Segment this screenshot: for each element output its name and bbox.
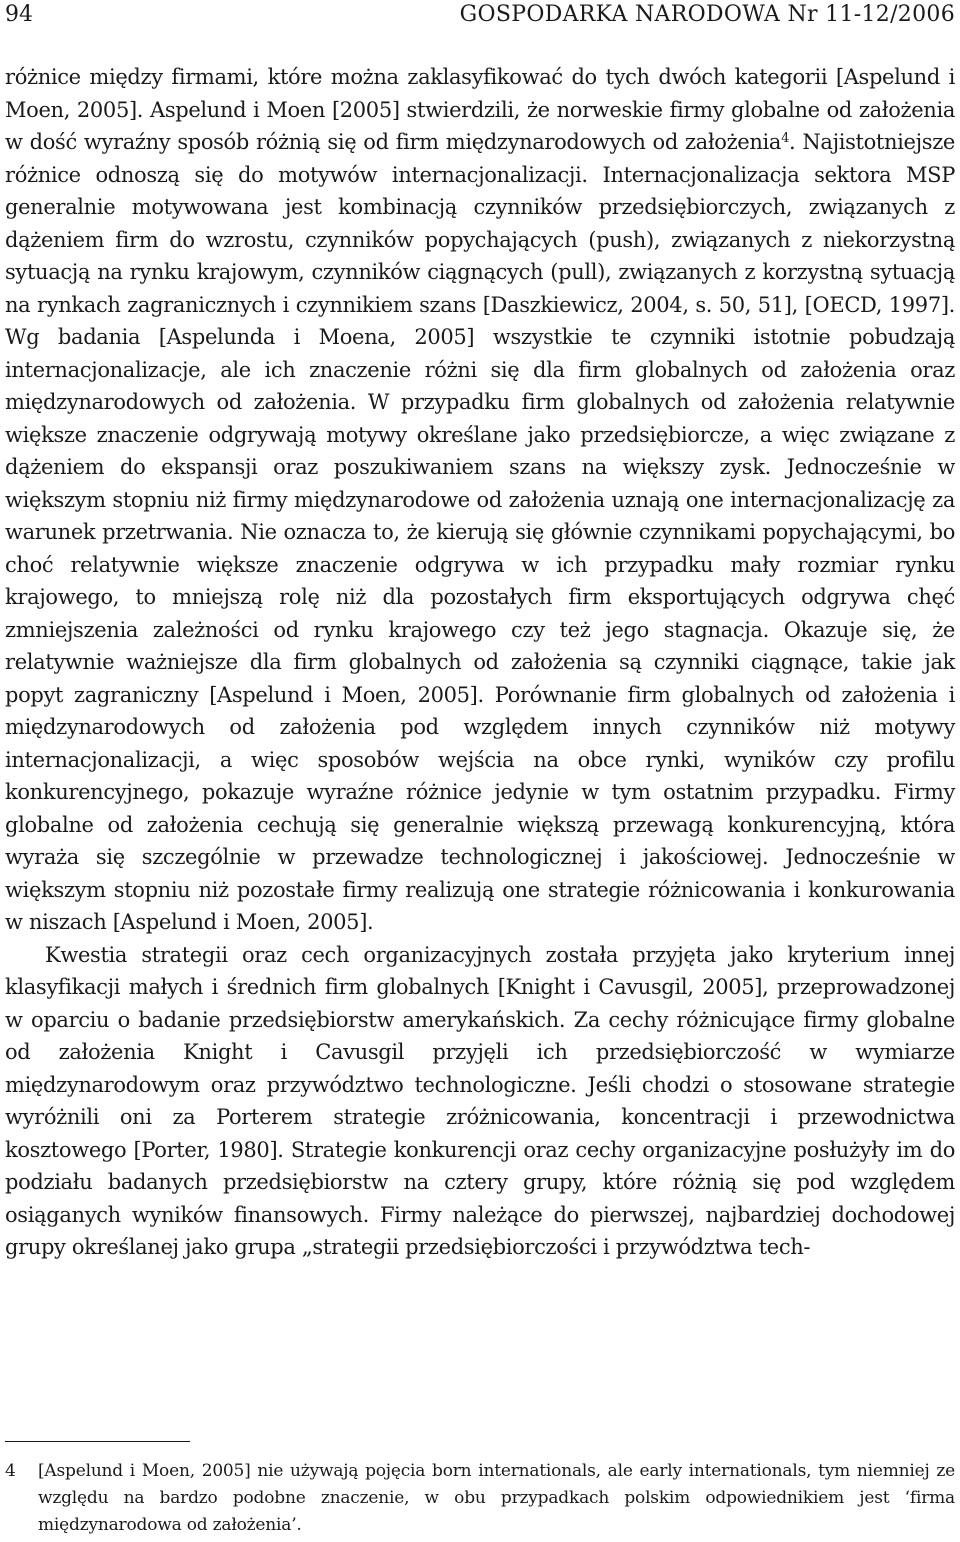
journal-title: GOSPODARKA NARODOWA Nr 11-12/2006 [459,2,955,27]
footnote [5,1458,955,1539]
paragraph-1 [5,61,955,939]
footnote-separator [5,1441,190,1442]
footnote-marker: 4 [5,1461,16,1481]
footnote-reference[interactable]: 4 [781,131,790,146]
article-body [5,61,955,1264]
paragraph-1-text-a: różnice między firmami, które można zaklasyfikować do tych dwóch kategorii [Aspelund i Moen, 2005]. Aspelund i Moen [2005] stwierdzili, że norweskie firmy globalne od założenia w dość wyraźny sposób różnią się od firm międzynarodowych od założenia [5,65,955,154]
page-number: 94 [5,2,33,27]
paragraph-1-text-b: . Najistotniejsze różnice odnoszą się do motywów internacjonalizacji. Internacjonalizacja sektora MSP generalnie motywowana jest kombinacją czynników przedsiębiorczych, związanych z dążeniem firm do wzrostu, czynników popychających (push), związanych z niekorzystną sytuacją na rynku krajowym, czynników ciągnących (pull), związanych z korzystną sytuacją na rynkach zagranicznych i czynnikiem szans [Daszkiewicz, 2004, s. 50, 51], [OECD, 1997]. Wg badania [Aspelunda i Moena, 2005] wszystkie te czynniki istotnie pobudzają internacjonalizacje, ale ich znaczenie różni się dla firm globalnych od założenia oraz międzynarodowych od założenia. W przypadku firm globalnych od założenia relatywnie większe znaczenie odgrywają motywy określane jako przedsiębiorcze, a więc związane z dążeniem do ekspansji oraz poszukiwaniem szans na większy zysk. Jednocześnie w większym stopniu niż firmy międzynarodowe od założenia uznają one internacjonalizację za warunek przetrwania. Nie oznacza to, że kierują się głównie czynnikami popychającymi, bo choć relatywnie większe znaczenie odgrywa w ich przypadku mały rozmiar rynku krajowego, to mniejszą rolę niż dla pozostałych firm eksportujących odgrywa chęć zmniejszenia zależności od rynku krajowego czy też jego stagnacja. Okazuje się, że relatywnie ważniejsze dla firm globalnych od założenia są czynniki ciągnące, takie jak popyt zagraniczny [Aspelund i Moen, 2005]. Porównanie firm globalnych od założenia i międzynarodowych od założenia pod względem innych czynników niż motywy internacjonalizacji, a więc sposobów wejścia na obce rynki, wyników czy profilu konkurencyjnego, pokazuje wyraźne różnice jedynie w tym ostatnim przypadku. Firmy globalne od założenia cechują się generalnie większą przewagą konkurencyjną, która wyraża się szczególnie w przewadze technologicznej i jakościowej. Jednocześnie w większym stopniu niż pozostałe firmy realizują one strategie różnicowania i konkurowania w niszach [Aspelund i Moen, 2005]. [5,130,955,934]
footnote-text: [Aspelund i Moen, 2005] nie używają pojęcia born internationals, ale early internationals, tym niemniej ze względu na bardzo podobne znaczenie, w obu przypadkach polskim odpowiednikiem jest ‘firma międzynarodowa od założenia’. [38,1461,955,1535]
running-header [5,0,955,30]
paragraph-2: Kwestia strategii oraz cech organizacyjnych została przyjęta jako kryterium innej klasyfikacji małych i średnich firm globalnych [Knight i Cavusgil, 2005], przeprowadzonej w oparciu o badanie przedsiębiorstw amerykańskich. Za cechy różnicujące firmy globalne od założenia Knight i Cavusgil przyjęli ich przedsiębiorczość w wymiarze międzynarodowym oraz przywództwo technologiczne. Jeśli chodzi o stosowane strategie wyróżnili oni za Porterem strategie zróżnicowania, koncentracji i przewodnictwa kosztowego [Porter, 1980]. Strategie konkurencji oraz cechy organizacyjne posłużyły im do podziału badanych przedsiębiorstw na cztery grupy, które różnią się pod względem osiąganych wyników finansowych. Firmy należące do pierwszej, najbardziej dochodowej grupy określanej jako grupa „strategii przedsiębiorczości i przywództwa tech- [5,942,955,1259]
